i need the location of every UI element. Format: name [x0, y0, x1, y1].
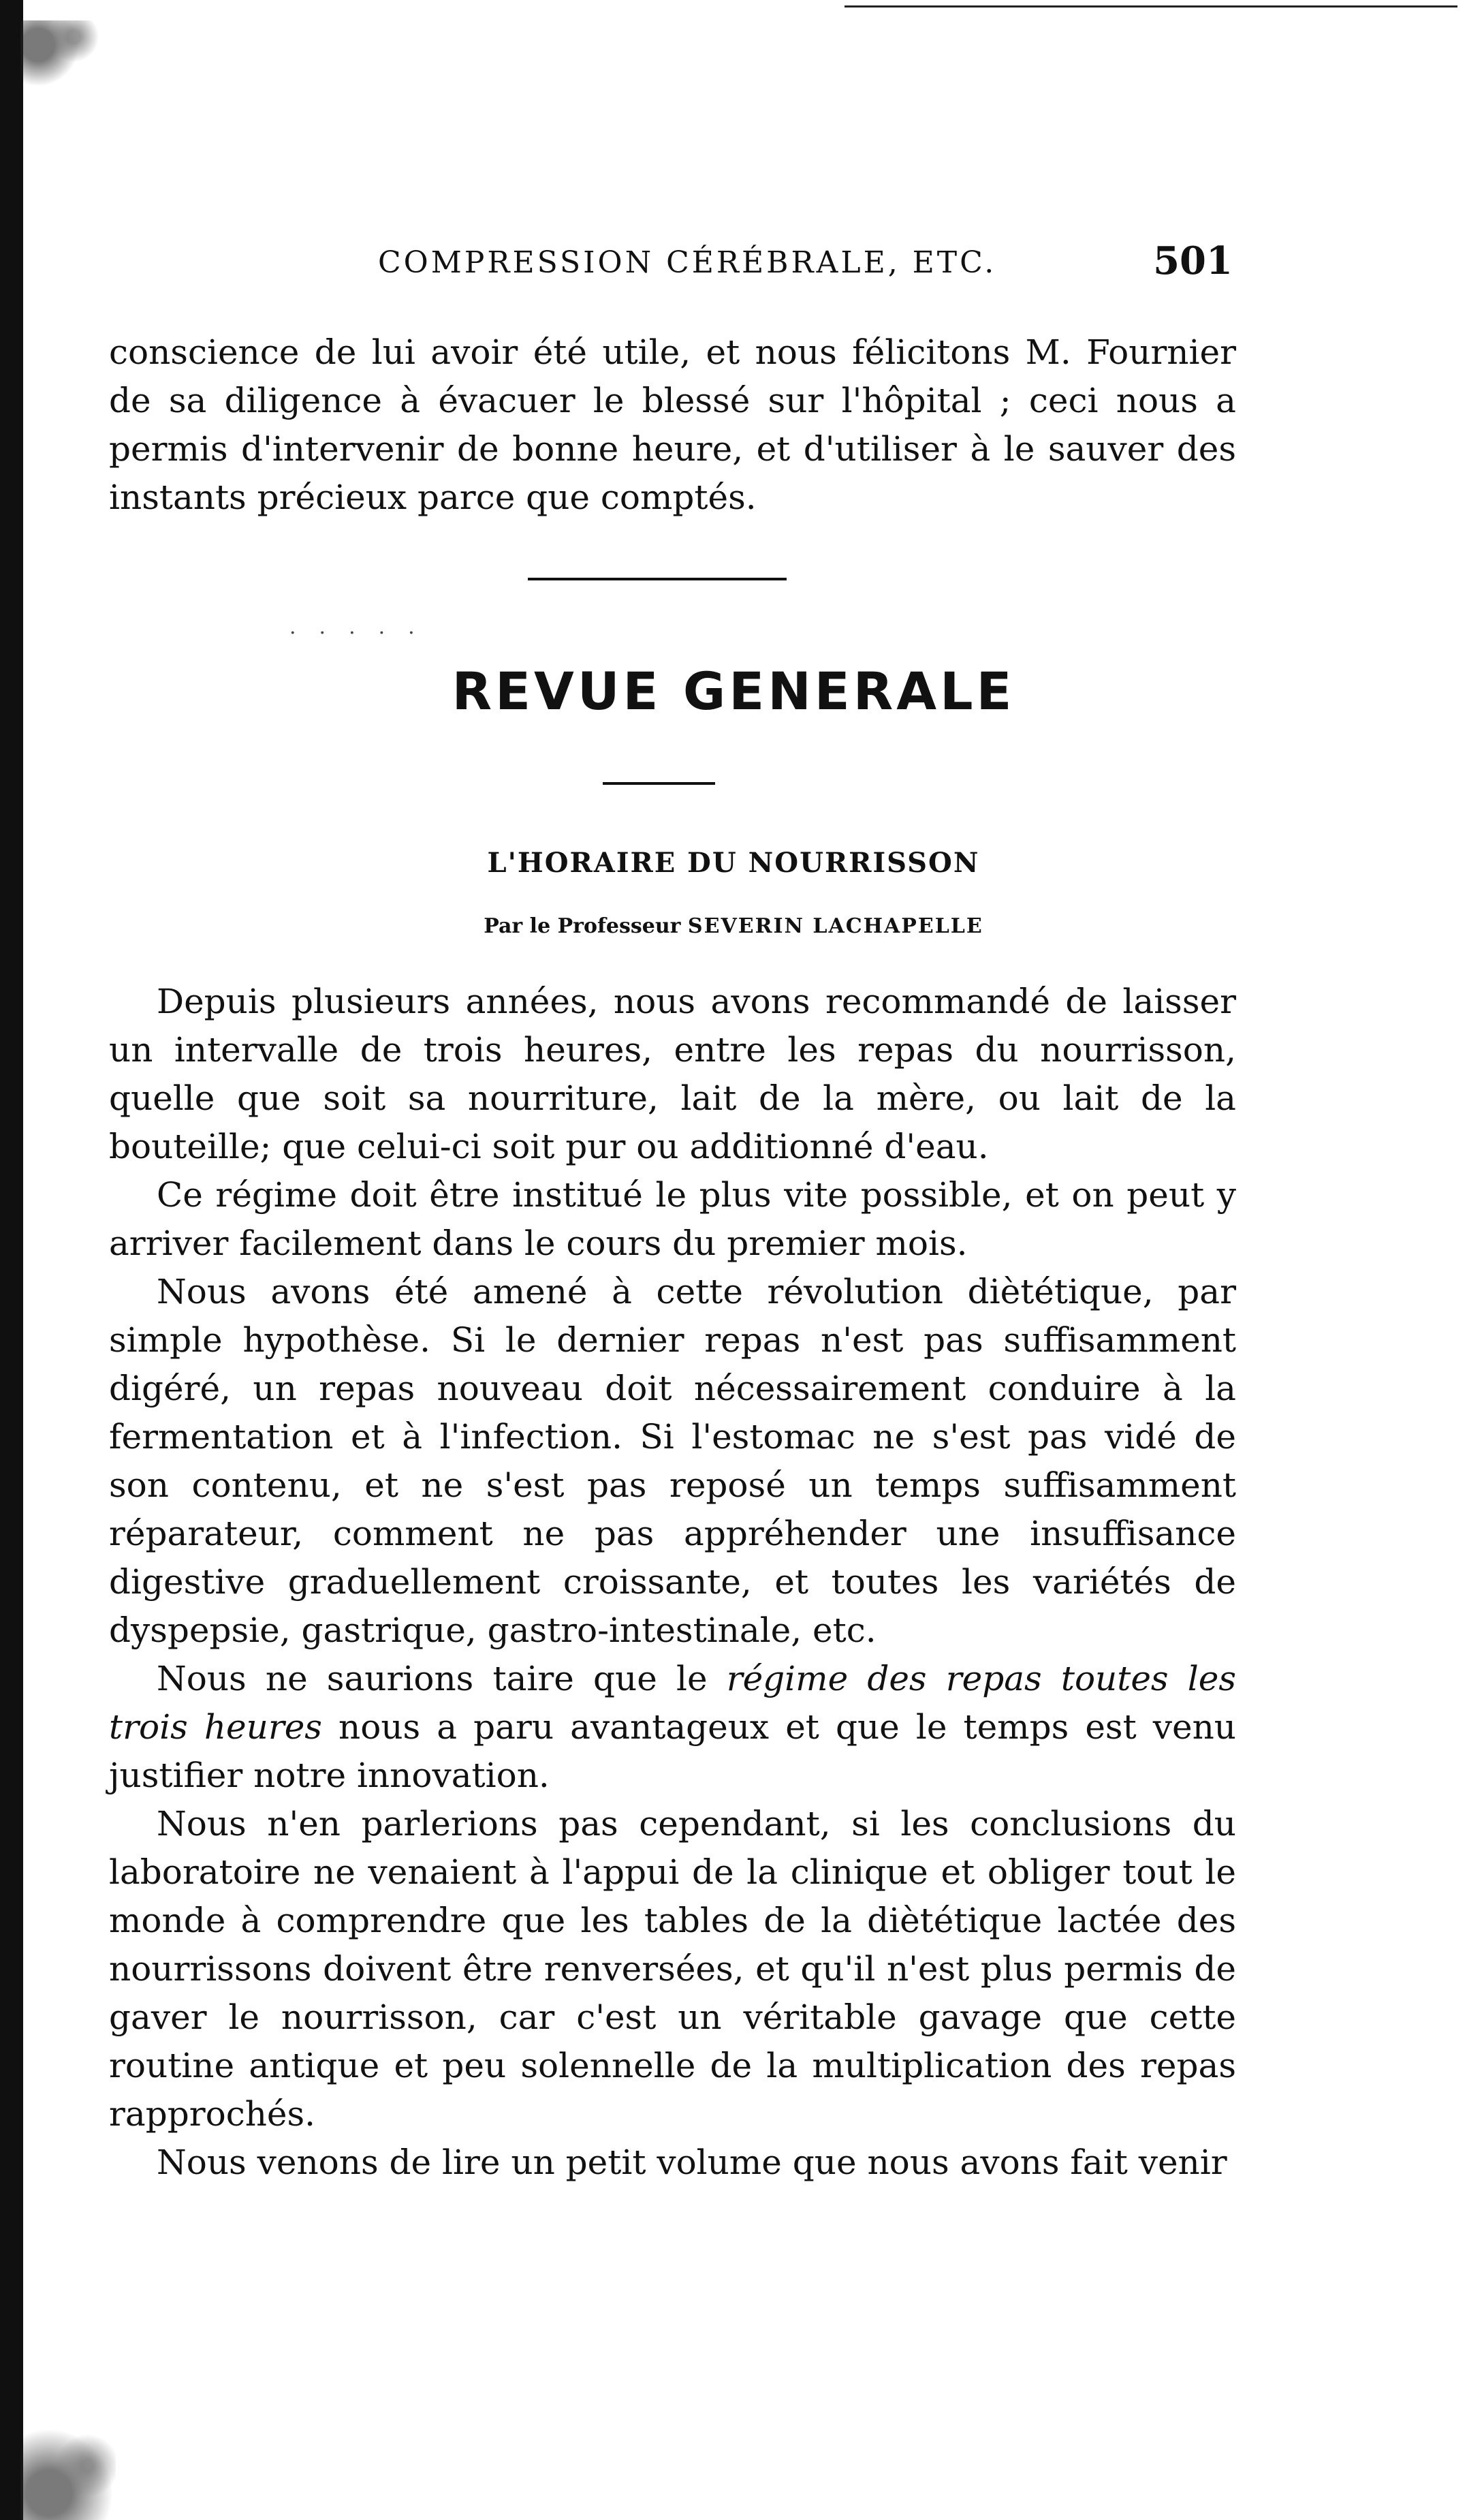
- page-number: 501: [1153, 238, 1233, 283]
- paragraph-3: Nous avons été amené à cette révolution diètétique, par simple hypothèse. Si le dernier repas n'est pas suffisamment digéré, un repas nouveau doit nécessairement conduire à la fermentation et à l'infection. Si l'estomac ne s'est pas vidé de son contenu, et ne s'est pas reposé un temps suffisamment réparateur, comment ne pas appréhender une insuffisance digestive graduellement croissante, et toutes les variétés de dyspepsie, gastrique, gastro-intestinale, etc.: [109, 1272, 1236, 1650]
- paragraph-4: [109, 1655, 1236, 1800]
- scan-binding-edge: [0, 0, 23, 2520]
- paragraph-5: Nous n'en parlerions pas cependant, si les conclusions du laboratoire ne venaient à l'appui de la clinique et obliger tout le monde à comprendre que les tables de la diètétique lactée des nourrissons doivent être renversées, et qu'il n'est plus permis de gaver le nourrisson, car c'est un véritable gavage que cette routine antique et peu solennelle de la multiplication des repas rapprochés.: [109, 1804, 1236, 2134]
- paragraph-2: Ce régime doit être institué le plus vite possible, et on peut y arriver facilement dans le cours du premier mois.: [109, 1175, 1236, 1263]
- article-body: [109, 978, 1236, 2187]
- page-header: [378, 238, 1233, 293]
- byline-author: SEVERIN LACHAPELLE: [687, 914, 983, 938]
- section-divider-bottom: [603, 782, 715, 785]
- paragraph-6: Nous venons de lire un petit volume que nous avons fait venir: [157, 2143, 1227, 2182]
- section-title: REVUE GENERALE: [452, 661, 1015, 721]
- paragraph-1: Depuis plusieurs années, nous avons recommandé de laisser un intervalle de trois heures, entre les repas du nourrisson, quelle que soit sa nourriture, lait de la mère, ou lait de la bouteille; que celui-ci soit pur ou additionné d'eau.: [109, 982, 1236, 1166]
- article-title: L'HORAIRE DU NOURRISSON: [487, 847, 980, 879]
- scan-artifact-top: [20, 20, 109, 102]
- running-head: COMPRESSION CÉRÉBRALE, ETC.: [378, 245, 997, 280]
- paragraph-4-end: nous a paru avantageux et que le temps est venu justifier notre innovation.: [109, 1707, 1236, 1795]
- scan-artifact-bottom: [20, 2384, 116, 2520]
- intro-paragraph: conscience de lui avoir été utile, et nous félicitons M. Fournier de sa diligence à évacuer le blessé sur l'hôpital ; ceci nous a permis d'intervenir de bonne heure, et d'utiliser à le sauver des instants précieux parce que comptés.: [109, 332, 1236, 517]
- byline: [0, 914, 1467, 938]
- paragraph-4-start: Nous ne saurions taire que le: [157, 1659, 727, 1698]
- byline-prefix: Par le Professeur: [484, 914, 681, 938]
- scan-top-line: [845, 5, 1457, 7]
- section-divider-top: [528, 578, 787, 580]
- scan-specks: ·····: [289, 621, 438, 645]
- intro-section: [109, 328, 1236, 522]
- paragraph-4-italic: régime des repas toutes les trois heures: [109, 1659, 1236, 1747]
